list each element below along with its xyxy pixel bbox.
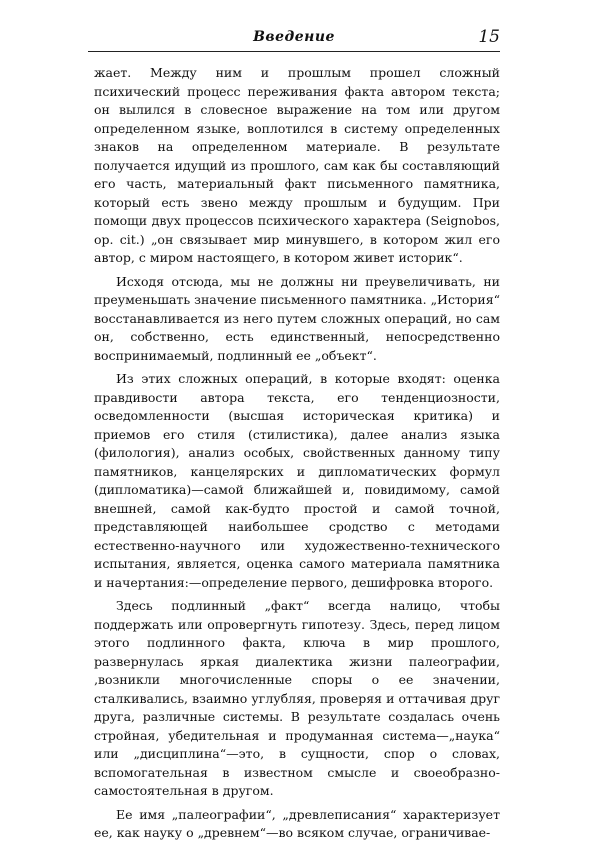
paragraph-2: Исходя отсюда, мы не должны ни преувеличивать, ни преуменьшать значение письменного памятника. „История“ восстанавливается из него путем сложных операций, но сам он, собственно, есть единственный, непосредственно воспринимаемый, подлинный ее „объект“.: [94, 273, 500, 363]
paragraph-4: Здесь подлинный „факт“ всегда налицо, чтобы поддержать или опровергнуть гипотезу. Здесь, перед лицом этого подлинного факта, ключа в мир прошлого, развернулась яркая диалектика жизни палеографии,‚возникли многочисленные споры о ее значении, сталкивались, взаимно углубляя, проверяя и оттачивая друг друга, различные системы. В результате создалась очень стройная, убедительная и продуманная система—„наука“ или „дисциплина“—это, в сущности, спор о словах, вспомогательная в известном смысле и своеобразно-самостоятельная в другом.: [94, 598, 500, 798]
running-title: Введение: [253, 29, 335, 45]
paragraph-5: Ее имя „палеографии“, „древлеписания“ характеризует ее, как науку о „древнем“—во всяком случае, ограничивае-: [94, 806, 500, 840]
body-text: [94, 64, 500, 848]
running-head: [88, 27, 500, 52]
paragraph-3: Из этих сложных операций, в которые входят: оценка правдивости автора текста, его тенденциозности, осведомленности (высшая историческая критика) и приемов его стиля (стилистика), далее анализ языка (филология), анализ особых, свойственных данному типу памятников, канцелярских и дипломатических формул (дипломатика)—самой ближайшей и, повидимому, самой внешней, самой как-будто простой и самой точной, представляющей наибольшее сродство с методами естественно-научного или художественно-технического испытания, является, оценка самого материала памятника и начертания:—определение первого, дешифровка второго.: [94, 371, 500, 590]
page-number: 15: [478, 27, 500, 47]
paragraph-1: жает. Между ним и прошлым прошел сложный психический процесс переживания факта автором текста; он вылился в словесное выражение на том или другом определенном языке, воплотился в систему определенных знаков на определенном материале. В результате получается идущий из прошлого, сам как бы составляющий его часть, материальный факт письменного памятника, который есть звено между прошлым и будущим. При помощи двух процессов психического характера (Seignobos, op. cit.) „он связывает мир минувшего, в котором жил его автор, с миром настоящего, в котором живет историк“.: [94, 65, 500, 265]
